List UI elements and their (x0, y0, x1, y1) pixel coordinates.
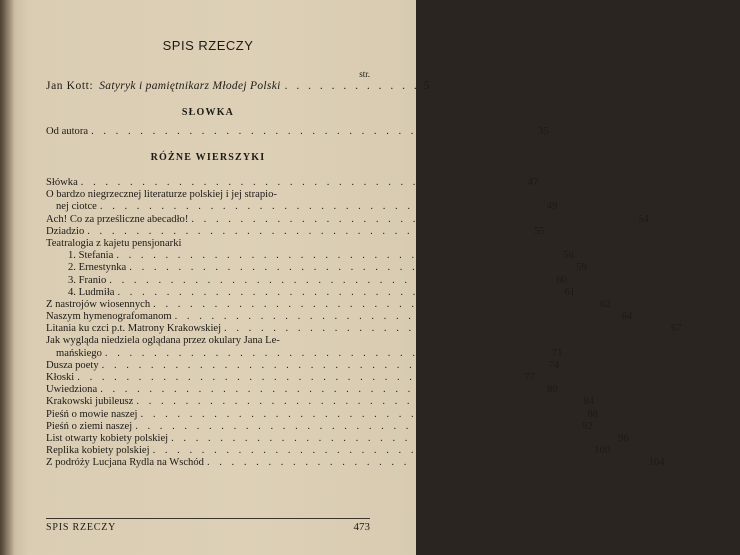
toc-entry-page: 67 (671, 323, 682, 335)
toc-entry (46, 347, 563, 360)
toc-entry-title: Jak wygląda niedziela oglądana przez okulary Jana Le- (46, 335, 280, 347)
page-number: 473 (353, 521, 370, 533)
toc-entry (46, 457, 665, 469)
leader-dots: . . . . . . . . . . . . . . . . . . . . . . . . . . . . . . . . . . . . (206, 457, 644, 469)
toc-entry-title: Litania ku czci p.t. Matrony Krakowskiej (46, 323, 222, 335)
toc-entry-title: Kłoski (46, 372, 75, 383)
toc-entry-page: 61 (564, 286, 576, 298)
toc-entry-title: Uwiedziona (46, 384, 98, 396)
toc-entry-page: 54 (638, 213, 649, 225)
toc-entry (46, 323, 682, 335)
leader-dots: . . . . . . . . . . . . . . . . . . . . . . . . . . . . . . . . . . . . (117, 286, 555, 298)
toc-entry-title: mańskiego (56, 347, 102, 359)
toc-entry-title: nej ciotce (56, 201, 97, 213)
toc-entry-title: Pieśń o mowie naszej (46, 408, 138, 420)
toc-entry-title: 2. Ernestynka (68, 262, 127, 274)
toc-entry-page: 100 (594, 445, 611, 457)
toc-entry-page: 96 (618, 432, 629, 444)
toc-entry-title: 4. Ludmiła (68, 286, 115, 298)
toc-entry-title: List otwarty kobiety polskiej (46, 432, 169, 444)
toc-entry-page (716, 189, 737, 201)
toc-entry (46, 359, 560, 372)
toc-entry-page: 92 (582, 420, 593, 432)
toc-entry (46, 238, 370, 250)
intro-title: Satyryk i pamiętnikarz Młodej Polski (99, 80, 281, 92)
section-title-wierszyki: RÓŻNE WIERSZYKI (150, 152, 266, 163)
toc-entry (46, 201, 558, 213)
toc-entry-title: 3. Franio (68, 274, 107, 286)
toc-entry-title: Ach! Co za prześliczne abecadło! (46, 213, 189, 225)
leader-dots: . . . . . . . . . . . . . . . . . . . . . . . . . . . . . . . . . . . . (171, 432, 608, 444)
leader-dots: . . . . . . . . . . . . . . . . . . . . . . . . . . . . . . . . . . . . (87, 225, 524, 237)
toc-entry (46, 189, 370, 201)
leader-dots: . . . . . . . . . . . . . . . . . . . . . . . . . . . . . . . . . . . . (174, 311, 612, 323)
page-title: SPIS RZECZY (162, 38, 254, 53)
intro-author: Jan Kott: (46, 80, 94, 92)
toc-entry-page: 64 (621, 311, 633, 323)
leader-dots: . . . . . . . . . . . . . . . . . . . . . . . . . . . . . . . . . . . . (104, 347, 542, 359)
leader-dots: . . . . . . . . . . . . . . . . . . . . . . . . . . . . . . . . . . . . (99, 201, 537, 213)
toc-entry (46, 432, 629, 445)
toc-entry-title: Naszym hymenografomanom (46, 311, 172, 323)
leader-dots: . . . . . . . . . . . . . . . . . . . . . . . . . . . . . . . . . . . . (116, 250, 553, 262)
leader-dots: . . . . . . . . . . . . . . . . . . . . . . . . . . . . . . . . . . . . (191, 213, 628, 225)
toc-entry (46, 445, 611, 457)
intro-entry (46, 80, 430, 92)
toc-entry (46, 408, 599, 421)
leader-dots: . . . . . . . . . . . . . . . . . . . . . . . . . . . . . . . . . . . . (136, 396, 573, 408)
toc-entry (46, 311, 633, 323)
slowka-list (46, 126, 549, 138)
leader-dots: . . . . . . . . . . . . (284, 80, 420, 92)
toc-entry (46, 250, 574, 262)
leader-dots: . . . . . . . . . . . . . . . . . . . . . . . . . . . . . . . . . . . . (100, 384, 537, 396)
toc-entry-title: O bardzo niegrzecznej literaturze polskiej i jej strapio- (46, 189, 277, 201)
leader-dots: . . . . . . . . . . . . . . . . . . . . . . . . . . . . . . . . . . . . (80, 177, 518, 188)
page-column-label: str. (359, 69, 370, 79)
running-footer: SPIS RZECZY (46, 522, 117, 533)
leader-dots: . . . . . . . . . . . . . . . . . . . . . . . . . . . . . . . . . . . . (153, 298, 590, 310)
toc-entry-title: Krakowski jubileusz (46, 396, 134, 408)
toc-entry-title: Dusza poety (46, 359, 99, 371)
toc-entry-page: 74 (548, 359, 560, 371)
toc-entry (46, 384, 558, 396)
toc-entry (46, 177, 539, 189)
toc-entry-title: Teatralogia z kajetu pensjonarki (46, 237, 182, 249)
toc-entry (46, 262, 587, 274)
toc-entry-page: 77 (524, 372, 535, 383)
toc-entry-page: 88 (587, 408, 599, 420)
toc-entry-title: Replika kobiety polskiej (46, 445, 150, 457)
toc-entry-page: 56 (563, 250, 574, 262)
toc-entry-page: 35 (538, 126, 549, 137)
toc-entry (46, 420, 593, 433)
toc-entry-title: Z nastrojów wiosennych (46, 298, 151, 310)
footer-divider (46, 518, 370, 519)
toc-entry-page (719, 335, 740, 347)
leader-dots: . . . . . . . . . . . . . . . . . . . . . . . . . . . . . . . . . . . . (224, 323, 661, 335)
toc-entry (46, 396, 594, 408)
toc-entry (46, 126, 549, 138)
toc-entry-page: 55 (534, 225, 545, 237)
toc-entry-page: 104 (648, 457, 665, 469)
toc-entry-title: Dziadzio (46, 225, 85, 237)
toc-entry (46, 286, 576, 299)
leader-dots: . . . . . . . . . . . . . . . . . . . . . . . . . . . . . . . . . . . . (129, 262, 566, 274)
toc-entry-page: 49 (546, 201, 558, 213)
leader-dots: . . . . . . . . . . . . . . . . . . . . . . . . . . . . . . . . . . . . (101, 359, 539, 371)
page-gutter-shadow (0, 0, 14, 555)
toc-entry (46, 372, 535, 384)
toc-entry-title: Z podróży Lucjana Rydla na Wschód (46, 457, 204, 469)
leader-dots: . . . . . . . . . . . . . . . . . . . . . . . . . . . . . . . . . . . . (152, 445, 590, 457)
toc-entry-page: 80 (547, 384, 558, 396)
toc-entry-page: 59 (576, 262, 587, 274)
toc-entry (46, 213, 649, 226)
leader-dots: . . . . . . . . . . . . . . . . . . . . . . . . . . . . . . . . . . . . (91, 126, 528, 137)
toc-entry-page: 47 (527, 177, 539, 188)
leader-dots: . . . . . . . . . . . . . . . . . . . . . . . . . . . . . . . . . . . . (135, 420, 572, 432)
intro-page: 5 (423, 80, 430, 92)
toc-entry-title: Pieśń o ziemi naszej (46, 420, 133, 432)
toc-entry-page: 71 (551, 347, 563, 359)
toc-entry-title: Słówka (46, 177, 78, 188)
leader-dots: . . . . . . . . . . . . . . . . . . . . . . . . . . . . . . . . . . . . (109, 274, 546, 286)
toc-entry (46, 298, 611, 311)
toc-entry-title: 1. Stefania (68, 250, 114, 262)
toc-entry-page (621, 238, 642, 250)
toc-entry (46, 335, 370, 347)
toc-entry-page: 62 (600, 298, 611, 310)
leader-dots: . . . . . . . . . . . . . . . . . . . . . . . . . . . . . . . . . . . . (140, 408, 578, 420)
toc-entry-page: 60 (556, 274, 567, 286)
wierszyki-list (46, 177, 682, 470)
toc-entry-title: Od autora (46, 126, 89, 137)
toc-entry-page: 84 (583, 396, 594, 408)
toc-entry (46, 274, 567, 287)
section-title-slowka: SŁOWKA (181, 107, 235, 118)
leader-dots: . . . . . . . . . . . . . . . . . . . . . . . . . . . . . . . . . . . . (77, 372, 514, 383)
toc-entry (46, 225, 545, 238)
